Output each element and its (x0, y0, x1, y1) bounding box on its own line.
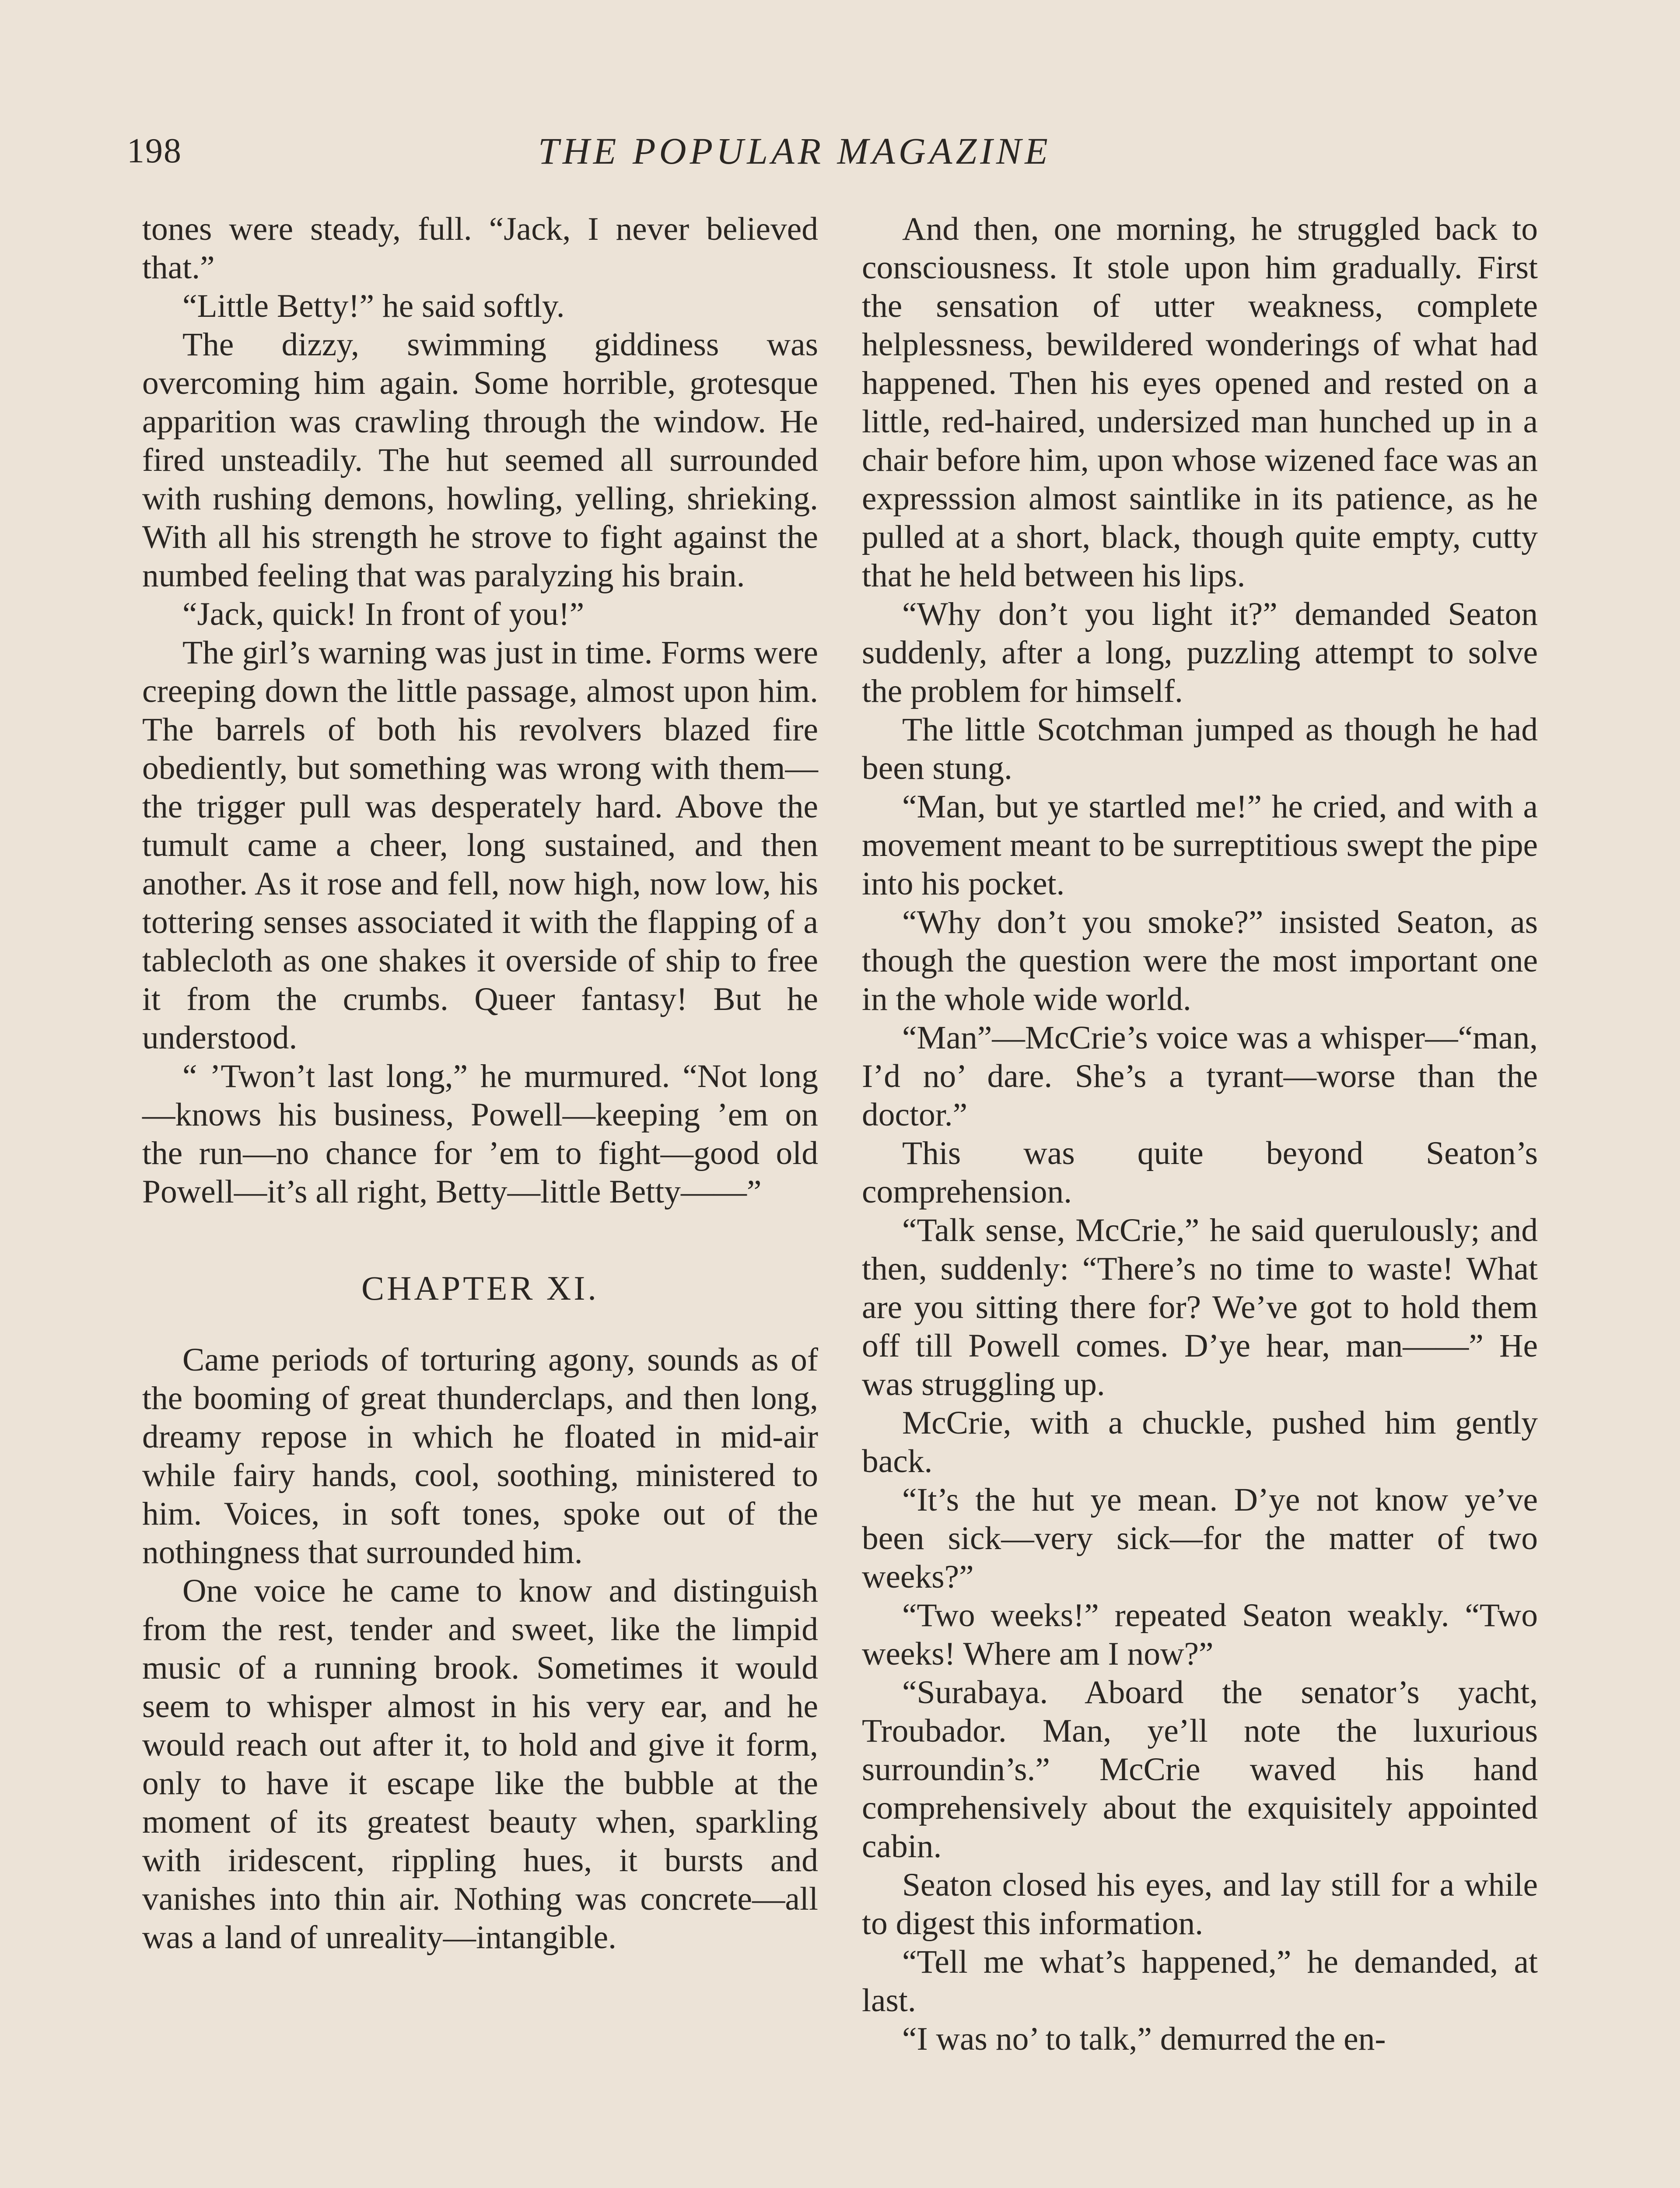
page-number: 198 (127, 132, 182, 170)
paragraph: The little Scotchman jumped as though he had been stung. (862, 712, 1538, 786)
left-column (142, 210, 818, 1957)
right-column (862, 210, 1538, 2058)
paragraph: “Two weeks!” repeated Seaton weakly. “Two weeks! Where am I now?” (862, 1597, 1538, 1672)
paragraph: The girl’s warning was just in time. Forms were creeping down the little passage, almost upon him. The barrels of both his revolvers blazed fire obediently, but something was wrong with them—the trigger pull was desperately hard. Above the tumult came a cheer, long sustained, and then another. As it rose and fell, now high, now low, his tottering senses associated it with the flapping of a tablecloth as one shakes it overside of ship to free it from the crumbs. Queer fantasy! But he understood. (142, 635, 818, 1056)
paragraph: The dizzy, swimming giddiness was overcoming him again. Some horrible, grotesque apparition was crawling through the window. He fired unsteadily. The hut seemed all surrounded with rushing demons, howling, yelling, shrieking. With all his strength he strove to fight against the numbed feeling that was paralyzing his brain. (142, 326, 818, 594)
paragraph: “I was no’ to talk,” demurred the en- (902, 2021, 1386, 2057)
paragraph: And then, one morning, he struggled back to consciousness. It stole upon him gradually. First the sensation of utter weakness, complete helplessness, bewildered wonderings of what had happened. Then his eyes opened and rested on a little, red-haired, undersized man hunched up in a chair before him, upon whose wizened face was an expresssion almost saintlike in its patience, as he pulled at a short, black, though quite empty, cutty that he held between his lips. (862, 211, 1538, 594)
paragraph: “It’s the hut ye mean. D’ye not know ye’ve been sick—very sick—for the matter of two weeks?” (862, 1482, 1538, 1595)
paragraph: Seaton closed his eyes, and lay still for a while to digest this information. (862, 1867, 1538, 1942)
chapter-heading: CHAPTER XI. (361, 1269, 599, 1307)
paragraph: “Why don’t you light it?” demanded Seaton suddenly, after a long, puzzling attempt to solve the problem for himself. (862, 596, 1538, 709)
paragraph: “Man”—McCrie’s voice was a whisper—“man, I’d no’ dare. She’s a tyrant—worse than the doctor.” (862, 1020, 1538, 1133)
paragraph: “Jack, quick! In front of you!” (182, 596, 584, 632)
paragraph: Came periods of torturing agony, sounds as of the booming of great thunderclaps, and then long, dreamy repose in which he floated in mid-air while fairy hands, cool, soothing, ministered to him. Voices, in soft tones, spoke out of the nothingness that surrounded him. (142, 1342, 818, 1571)
paragraph: “Why don’t you smoke?” insisted Seaton, as though the question were the most important one in the whole wide world. (862, 904, 1538, 1017)
paragraph: tones were steady, full. “Jack, I never believed that.” (142, 211, 818, 286)
paragraph: “Talk sense, McCrie,” he said querulously; and then, suddenly: “There’s no time to waste! What are you sitting there for? We’ve got to hold them off till Powell comes. D’ye hear, man——” He was struggling up. (862, 1212, 1538, 1403)
paragraph: This was quite beyond Seaton’s comprehension. (862, 1135, 1538, 1210)
paragraph: “Little Betty!” he said softly. (182, 288, 565, 324)
paragraph: “Man, but ye startled me!” he cried, and with a movement meant to be surreptitious swept the pipe into his pocket. (862, 789, 1538, 902)
paragraph: “ ’Twon’t last long,” he murmured. “Not long—knows his business, Powell—keeping ’em on the run—no chance for ’em to fight—good old Powell—it’s all right, Betty—little Betty——” (142, 1058, 818, 1210)
paragraph: McCrie, with a chuckle, pushed him gently back. (862, 1405, 1538, 1480)
paragraph: “Surabaya. Aboard the senator’s yacht, Troubador. Man, ye’ll note the luxurious surroundin’s.” McCrie waved his hand comprehensively about the exquisitely appointed cabin. (862, 1674, 1538, 1865)
running-title: THE POPULAR MAGAZINE (538, 130, 1051, 172)
paragraph: One voice he came to know and distinguish from the rest, tender and sweet, like the limpid music of a running brook. Sometimes it would seem to whisper almost in his very ear, and he would reach out after it, to hold and give it form, only to have it escape like the bubble at the moment of its greatest beauty when, sparkling with iridescent, rippling hues, it bursts and vanishes into thin air. Nothing was concrete—all was a land of unreality—intangible. (142, 1573, 818, 1956)
paragraph: “Tell me what’s happened,” he demanded, at last. (862, 1944, 1538, 2019)
